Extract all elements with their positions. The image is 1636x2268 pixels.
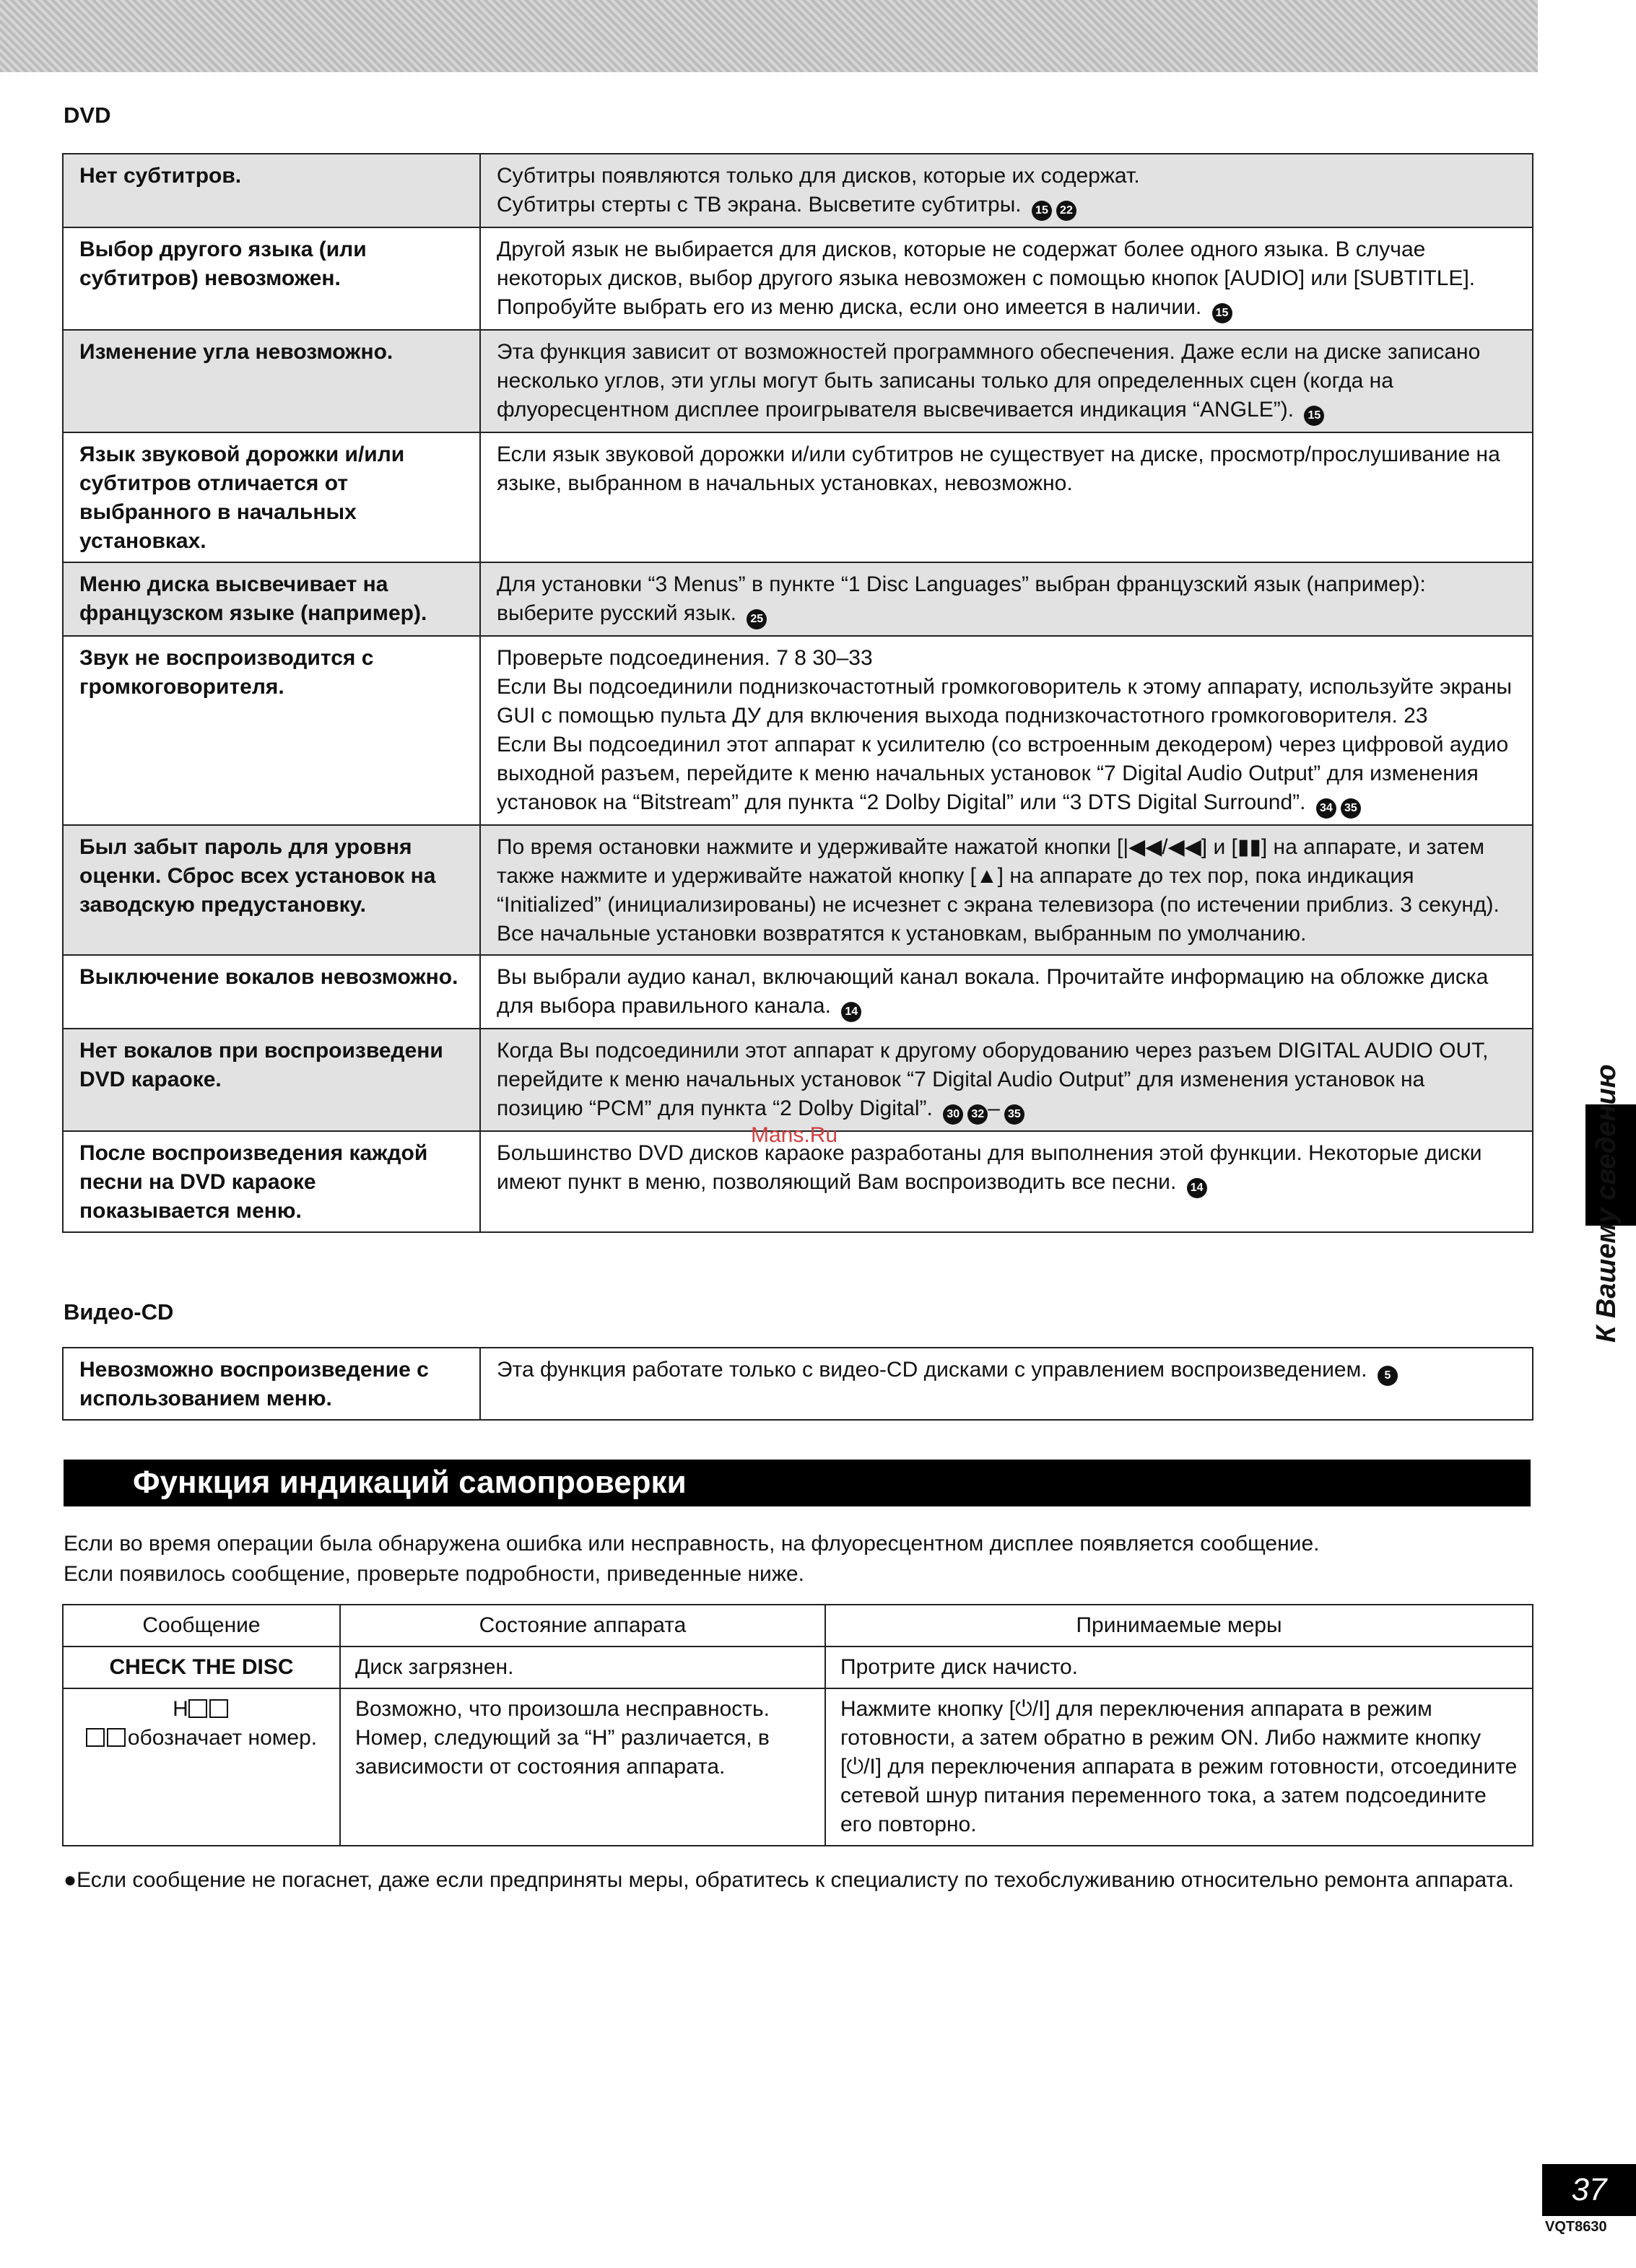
table-row xyxy=(63,154,1533,227)
page-ref-icon: 32 xyxy=(967,1104,988,1125)
self-check-note: ●Если сообщение не погаснет, даже если предприняты меры, обратитесь к специалисту по техобслуживанию относительно ремонта аппарата. xyxy=(64,1868,1514,1892)
column-header: Сообщение xyxy=(63,1605,340,1647)
problem-cell: Был забыт пароль для уровня оценки. Сброс всех установок на заводскую предустановку. xyxy=(63,825,480,955)
action-cell: Протрите диск начисто. xyxy=(825,1647,1533,1688)
problem-cell: Невозможно воспроизведение с использованием меню. xyxy=(63,1348,480,1420)
table-row xyxy=(63,562,1533,636)
solution-cell: Когда Вы подсоединили этот аппарат к другому оборудованию через разъем DIGITAL AUDIO OUT, перейдите к меню начальных установок “7 Digital Audio Output” для изменения установок на позицию “PCM” для пункта “2 Dolby Digital”. 30 32 – 35 xyxy=(480,1029,1533,1131)
table-row xyxy=(63,1029,1533,1131)
table-row xyxy=(63,227,1533,330)
problem-cell: Язык звуковой дорожки и/или субтитров отличается от выбранного в начальных установках. xyxy=(63,432,480,562)
table-row xyxy=(63,1688,1533,1846)
page-ref-icon: 30 xyxy=(943,1104,963,1125)
section-title-dvd: DVD xyxy=(64,103,111,128)
message-cell: H обозначает номер. xyxy=(63,1688,340,1846)
dvd-troubleshooting-table xyxy=(62,153,1533,1233)
solution-cell: Если язык звуковой дорожки и/или субтитров не существует на диске, просмотр/прослушивание на языке, выбранном в начальных установках, невозможно. xyxy=(480,432,1533,562)
table-row xyxy=(63,955,1533,1029)
problem-cell: Изменение угла невозможно. xyxy=(63,330,480,432)
table-row xyxy=(63,330,1533,432)
solution-cell: Для установки “3 Menus” в пункте “1 Disc Languages” выбран французский язык (например): выберите русский язык. 25 xyxy=(480,562,1533,636)
page-number: 37 xyxy=(1542,2164,1636,2216)
self-check-intro: Если во время операции была обнаружена ошибка или несправность, на флуоресцентном дисплее появляется сообщение. Если появилось сообщение, проверьте подробности, приведенные ниже. xyxy=(64,1532,1320,1586)
solution-cell: Субтитры появляются только для дисков, которые их содержат. Субтитры стерты с ТВ экрана. Высветите субтитры. 15 22 xyxy=(480,154,1533,227)
state-cell: Возможно, что произошла несправность. Номер, следующий за “H” различается, в зависимости от состояния аппарата. xyxy=(340,1688,825,1846)
problem-cell: Звук не воспроизводится с громкоговорителя. xyxy=(63,636,480,825)
table-row xyxy=(63,1348,1533,1420)
solution-cell: По время остановки нажмите и удерживайте нажатой кнопки [|◀◀/◀◀] и [▮▮] на аппарате, и затем также нажмите и удерживайте нажатой кнопку [▲] на аппарате до тех пор, пока индикация “Initialized” (инициализированы) не исчезнет с экрана телевизора (по истечении приблиз. 3 секунд). Все начальные установки возвратятся к установкам, выбранным по умолчанию. xyxy=(480,825,1533,955)
section-title-vcd: Видео-CD xyxy=(64,1299,174,1325)
page-ref-icon: 34 xyxy=(1316,798,1336,819)
page-ref-icon: 15 xyxy=(1212,303,1232,323)
watermark: Mans.Ru xyxy=(751,1123,838,1147)
table-row xyxy=(63,825,1533,955)
problem-cell: Нет вокалов при воспроизведени DVD караоке. xyxy=(63,1029,480,1131)
scan-header-band xyxy=(0,0,1538,72)
solution-cell: Другой язык не выбирается для дисков, которые не содержат более одного языка. В случае некоторых дисков, выбор другого языка невозможен с помощью кнопок [AUDIO] или [SUBTITLE]. Попробуйте выбрать его из меню диска, если оно имеется в наличии. 15 xyxy=(480,227,1533,330)
side-section-label: К Вашему сведению xyxy=(1591,1064,1622,1343)
table-row xyxy=(63,432,1533,562)
solution-cell: Эта функция работате только с видео-CD дисками с управлением воспроизведением. 5 xyxy=(480,1348,1533,1420)
page-ref-icon: 25 xyxy=(747,609,767,629)
digit-box-icon xyxy=(107,1728,126,1747)
self-check-title: Функция индикаций самопроверки xyxy=(133,1465,687,1500)
problem-cell: Нет субтитров. xyxy=(63,154,480,227)
solution-cell: Вы выбрали аудио канал, включающий канал вокала. Прочитайте информацию на обложке диска для выбора правильного канала. 14 xyxy=(480,955,1533,1029)
model-code: VQT8630 xyxy=(1545,2219,1607,2235)
page-ref-icon: 15 xyxy=(1304,406,1324,426)
page-ref-icon: 35 xyxy=(1341,798,1361,819)
vcd-troubleshooting-table xyxy=(62,1347,1533,1421)
action-cell: Нажмите кнопку [⏻/I] для переключения аппарата в режим готовности, а затем обратно в режим ON. Либо нажмите кнопку [⏻/I] для переключения аппарата в режим готовности, отсоедините сетевой шнур питания переменного тока, а затем подсоедините его повторно. xyxy=(825,1688,1533,1846)
page-ref-icon: 14 xyxy=(841,1002,861,1022)
page-ref-icon: 22 xyxy=(1056,201,1076,221)
solution-cell: Большинство DVD дисков караоке разработаны для выполнения этой функции. Некоторые диски имеют пункт в меню, позволяющий Вам воспроизводить все песни. 14 xyxy=(480,1131,1533,1232)
digit-box-icon xyxy=(86,1728,105,1747)
column-header: Принимаемые меры xyxy=(825,1605,1533,1647)
problem-cell: Меню диска высвечивает на французском языке (например). xyxy=(63,562,480,636)
problem-cell: Выключение вокалов невозможно. xyxy=(63,955,480,1029)
digit-box-icon xyxy=(188,1699,207,1718)
table-row xyxy=(63,1647,1533,1688)
message-cell: CHECK THE DISC xyxy=(63,1647,340,1688)
page-ref-icon: 5 xyxy=(1378,1366,1398,1386)
page-ref-icon: 15 xyxy=(1032,201,1052,221)
table-row xyxy=(63,636,1533,825)
solution-cell: Проверьте подсоединения. 7 8 30–33 Если Вы подсоединили поднизкочастотный громкоговоритель к этому аппарату, используйте экраны GUI с помощью пульта ДУ для включения выхода поднизкочастотного громкоговорителя. 23 Если Вы подсоединил этот аппарат к усилителю (со встроенным декодером) через цифровой аудио выходной разъем, перейдите к меню начальных установок “7 Digital Audio Output” для изменения установок на “Bitstream” для пункта “2 Dolby Digital” или “3 DTS Digital Surround”. 34 35 xyxy=(480,636,1533,825)
state-cell: Диск загрязнен. xyxy=(340,1647,825,1688)
problem-cell: После воспроизведения каждой песни на DVD караоке показывается меню. xyxy=(63,1131,480,1232)
solution-cell: Эта функция зависит от возможностей программного обеспечения. Даже если на диске записано несколько углов, эти углы могут быть записаны только для определенных сцен (когда на флуоресцентном дисплее проигрывателя высвечивается индикация “ANGLE”). 15 xyxy=(480,330,1533,432)
digit-box-icon xyxy=(209,1699,228,1718)
self-check-heading xyxy=(64,1460,1531,1506)
self-check-table xyxy=(62,1604,1533,1846)
page-ref-icon: 14 xyxy=(1187,1178,1207,1198)
problem-cell: Выбор другого языка (или субтитров) невозможен. xyxy=(63,227,480,330)
column-header: Состояние аппарата xyxy=(340,1605,825,1647)
table-header-row xyxy=(63,1605,1533,1647)
page-ref-icon: 35 xyxy=(1004,1104,1024,1125)
